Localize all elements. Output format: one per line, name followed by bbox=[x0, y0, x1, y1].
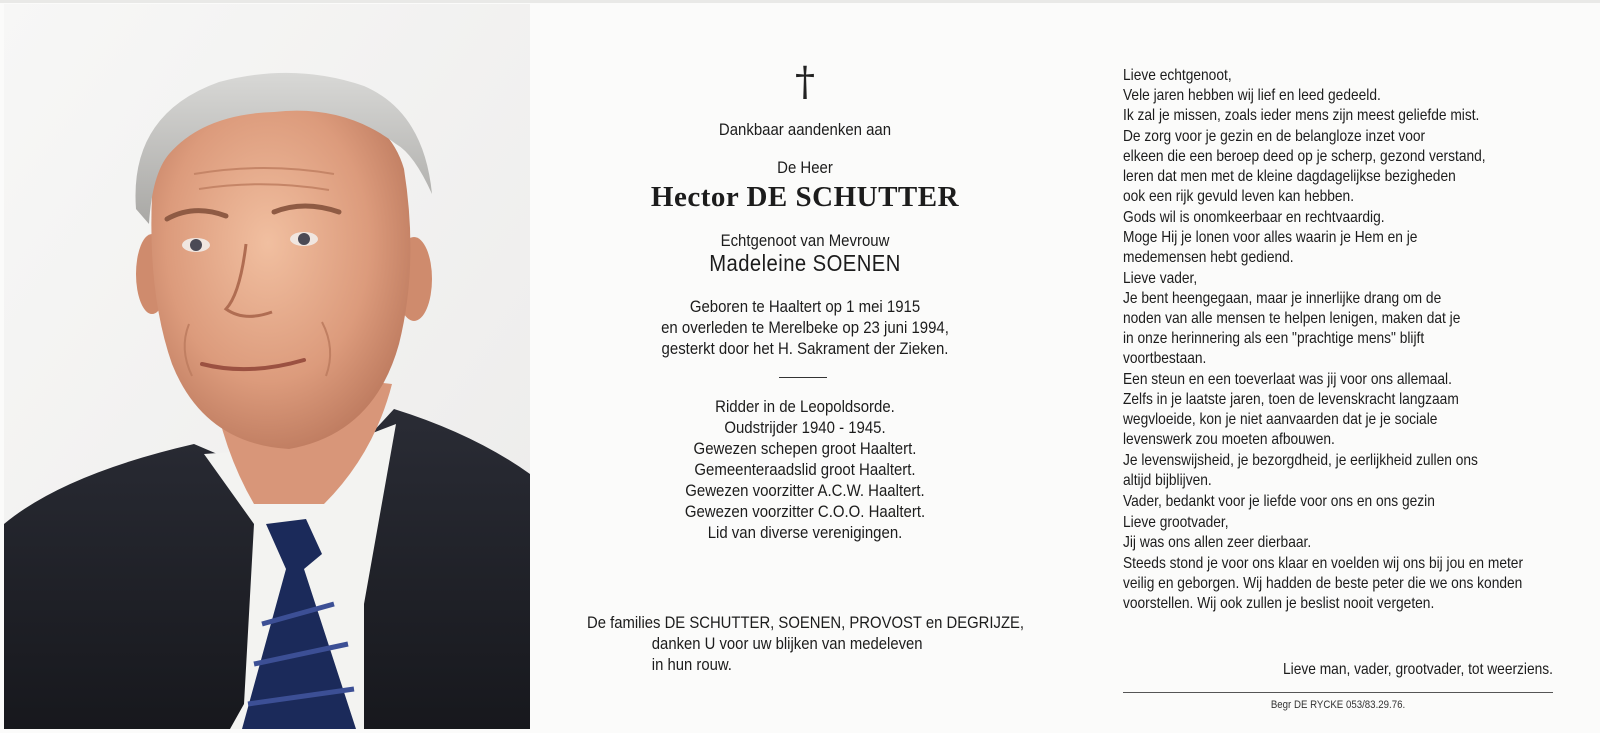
honor-line: Ridder in de Leopoldsorde. bbox=[715, 397, 895, 416]
verse-line: Lieve echtgenoot, bbox=[1123, 67, 1232, 84]
verse-line: Een steun en een toeverlaat was jij voor ons allemaal. bbox=[1123, 371, 1452, 388]
families-thanks bbox=[587, 613, 1025, 676]
verse-line: voorstellen. Wij ook zullen je beslist nooit vergeten. bbox=[1123, 595, 1435, 612]
verse-panel bbox=[1123, 66, 1600, 614]
verse-line: ook een rijk gevuld leven kan hebben. bbox=[1123, 188, 1355, 205]
verse-line: noden van alle mensen te helpen lenigen, maken dat je bbox=[1123, 310, 1461, 327]
dedication: Dankbaar aandenken aan bbox=[718, 120, 892, 139]
verse-line: wegvloeide, kon je niet aanvaarden dat je je sociale bbox=[1123, 411, 1438, 428]
sacrament-line: gesterkt door het H. Sakrament der Zieken. bbox=[661, 339, 949, 358]
honor-line: Gewezen voorzitter C.O.O. Haaltert. bbox=[684, 502, 926, 521]
cross-icon: † bbox=[795, 59, 815, 105]
verse-line: Vele jaren hebben wij lief en leed gedeeld. bbox=[1123, 87, 1381, 104]
verse-line: Lieve vader, bbox=[1123, 270, 1198, 287]
verse-paragraph bbox=[1123, 269, 1544, 369]
verse-line: Vader, bedankt voor je liefde voor ons en ons gezin bbox=[1123, 493, 1435, 510]
spouse-name: Madeleine SOENEN bbox=[709, 250, 901, 276]
verse-line: Zelfs in je laatste jaren, toen de levenskracht langzaam bbox=[1123, 391, 1459, 408]
death-line: en overleden te Merelbeke op 23 juni 1994, bbox=[661, 318, 949, 337]
verse-line: levenswerk zou moeten afbouwen. bbox=[1123, 431, 1335, 448]
portrait-photo bbox=[4, 4, 530, 729]
verse-line: medemensen hebt gediend. bbox=[1123, 249, 1294, 266]
families-line: in hun rouw. bbox=[651, 656, 732, 674]
honor-line: Oudstrijder 1940 - 1945. bbox=[724, 418, 886, 437]
spouse-label: Echtgenoot van Mevrouw bbox=[720, 231, 890, 250]
footer-rule bbox=[1123, 692, 1553, 693]
closing-line: Lieve man, vader, grootvader, tot weerziens. bbox=[1283, 661, 1553, 678]
printer-credit: Begr DE RYCKE 053/83.29.76. bbox=[1270, 699, 1406, 711]
verse-line: Ik zal je missen, zoals ieder mens zijn meest geliefde mist. bbox=[1123, 107, 1480, 124]
families-line: danken U voor uw blijken van medeleven bbox=[651, 635, 923, 653]
verse-line: Je levenswijsheid, je bezorgdheid, je eerlijkheid zullen ons bbox=[1123, 452, 1478, 469]
verse-line: leren dat men met de kleine dagdagelijkse bezigheden bbox=[1123, 168, 1456, 185]
verse-paragraph bbox=[1123, 66, 1544, 126]
verse-paragraph bbox=[1123, 451, 1544, 491]
verse-line: Steeds stond je voor ons klaar en voelden wij ons bij jou en meter bbox=[1123, 555, 1524, 572]
verse-line: elkeen die een beroep deed op je scherp, gezond verstand, bbox=[1123, 148, 1486, 165]
verse-paragraph bbox=[1123, 127, 1544, 207]
verse-line: Moge Hij je lonen voor alles waarin je Hem en je bbox=[1123, 229, 1418, 246]
verse-line: veilig en geborgen. Wij hadden de beste peter die we ons konden bbox=[1123, 575, 1523, 592]
verse-line: De zorg voor je gezin en de belangloze inzet voor bbox=[1123, 128, 1426, 145]
honor-line: Gewezen schepen groot Haaltert. bbox=[693, 439, 917, 458]
title: De Heer bbox=[777, 158, 833, 177]
verse-line: voortbestaan. bbox=[1123, 350, 1207, 367]
verse-paragraph bbox=[1123, 554, 1544, 614]
verse-paragraph bbox=[1123, 208, 1544, 268]
verse-line: altijd bijblijven. bbox=[1123, 472, 1212, 489]
divider bbox=[779, 377, 827, 378]
verse-line: in onze herinnering als een "prachtige mens" blijft bbox=[1123, 330, 1425, 347]
honor-line: Gewezen voorzitter A.C.W. Haaltert. bbox=[685, 481, 925, 500]
honor-line: Lid van diverse verenigingen. bbox=[707, 523, 903, 542]
verse-line: Je bent heengegaan, maar je innerlijke drang om de bbox=[1123, 290, 1442, 307]
deceased-name: Hector DE SCHUTTER bbox=[650, 181, 960, 213]
verse-line: Lieve grootvader, bbox=[1123, 514, 1229, 531]
families-line: De families DE SCHUTTER, SOENEN, PROVOST en DEGRIJZE, bbox=[587, 614, 1025, 632]
verse-paragraph bbox=[1123, 492, 1544, 512]
verse-line: Jij was ons allen zeer dierbaar. bbox=[1123, 534, 1312, 551]
verse-line: Gods wil is onomkeerbaar en rechtvaardig. bbox=[1123, 209, 1385, 226]
honor-line: Gemeenteraadslid groot Haaltert. bbox=[694, 460, 916, 479]
verse-paragraph bbox=[1123, 513, 1544, 553]
birth-line: Geboren te Haaltert op 1 mei 1915 bbox=[689, 297, 921, 316]
verse-paragraph bbox=[1123, 370, 1544, 450]
